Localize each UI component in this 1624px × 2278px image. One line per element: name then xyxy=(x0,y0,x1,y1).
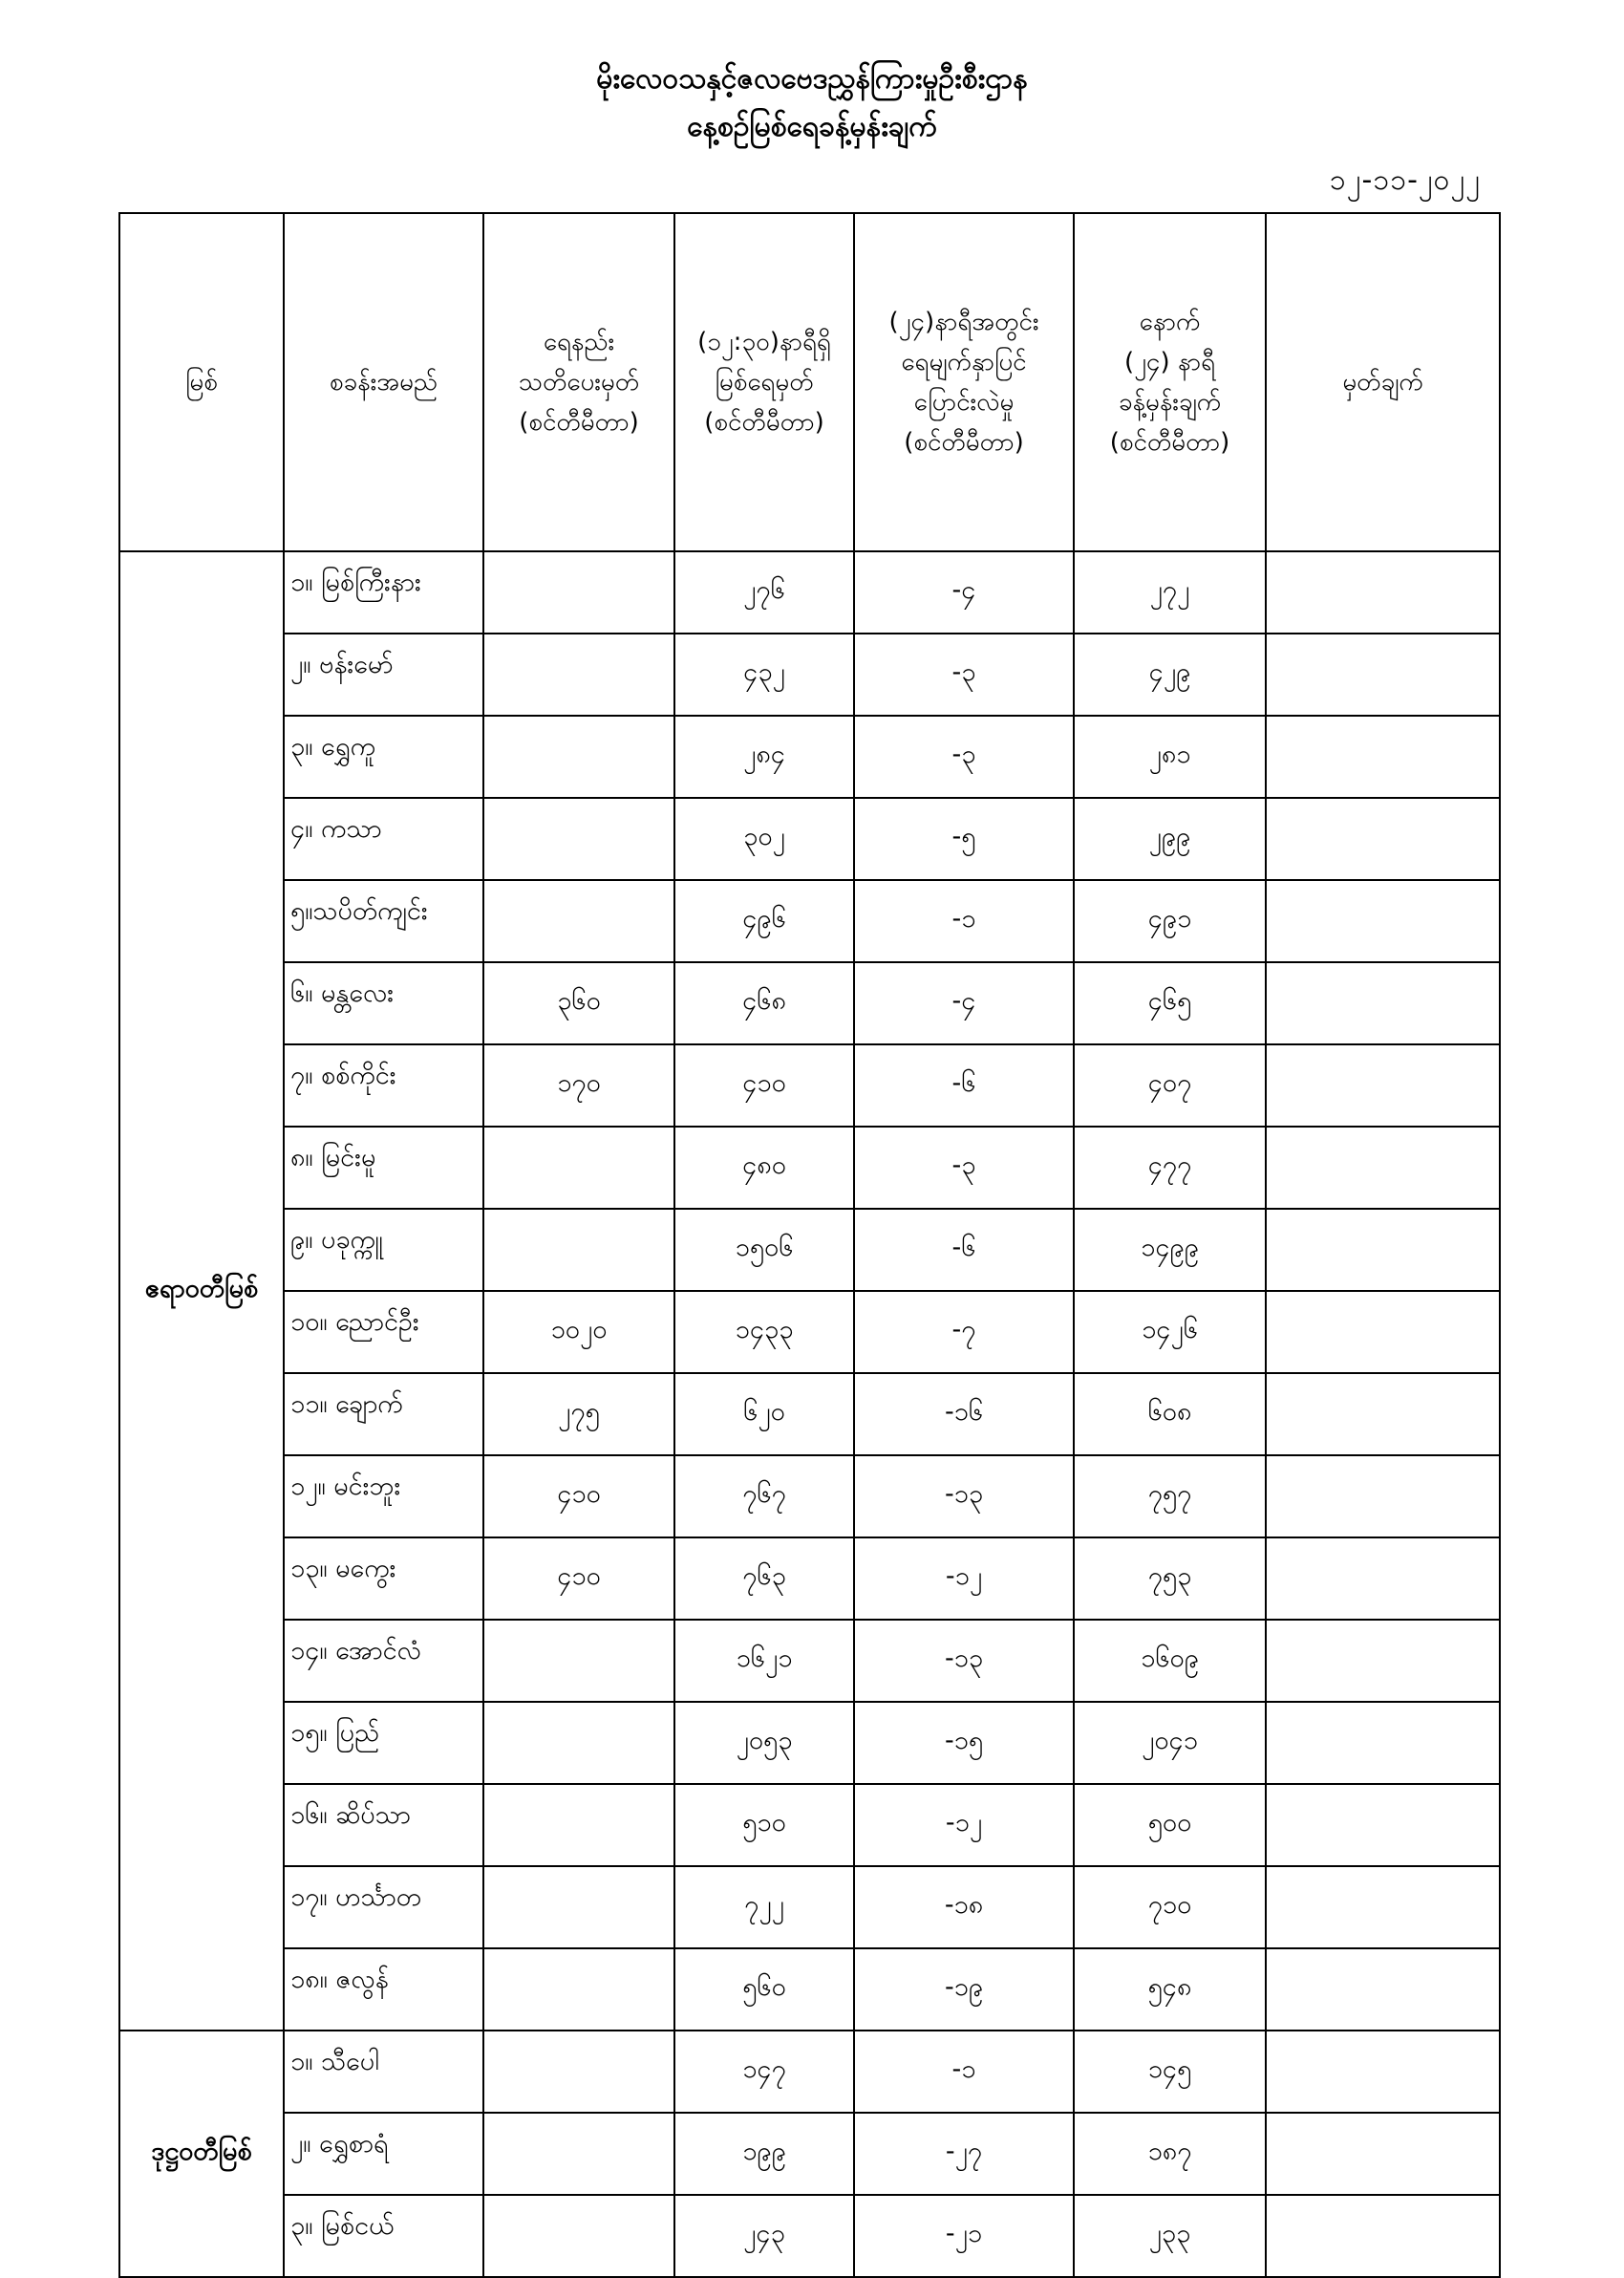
warning-level xyxy=(483,634,674,716)
remark xyxy=(1266,798,1500,880)
forecast-level: ၅၄၈ xyxy=(1074,1948,1266,2031)
warning-level xyxy=(483,1866,674,1948)
remark xyxy=(1266,1866,1500,1948)
header-text-line: နောက် xyxy=(1139,308,1201,336)
remark xyxy=(1266,880,1500,962)
station-name: ၁။ သီပေါ xyxy=(284,2031,483,2113)
water-level: ၃၀၂ xyxy=(674,798,854,880)
level-change: -၁၃ xyxy=(854,1455,1074,1537)
header-24h-change xyxy=(854,213,1074,551)
water-level: ၅၆၀ xyxy=(674,1948,854,2031)
water-level: ၄၆၈ xyxy=(674,962,854,1044)
table-row xyxy=(119,1784,1500,1866)
table-body xyxy=(119,551,1500,2277)
station-name: ၅။သပိတ်ကျင်း xyxy=(284,880,483,962)
forecast-level: ၇၅၃ xyxy=(1074,1537,1266,1620)
table-row xyxy=(119,716,1500,798)
station-name: ၃။ မြစ်ငယ် xyxy=(284,2195,483,2277)
warning-level xyxy=(483,1127,674,1209)
warning-level xyxy=(483,1620,674,1702)
remark xyxy=(1266,2195,1500,2277)
forecast-level: ၂၇၂ xyxy=(1074,551,1266,634)
water-level: ၇၂၂ xyxy=(674,1866,854,1948)
warning-level xyxy=(483,1209,674,1291)
header-text-line: ပြောင်းလဲမှု xyxy=(913,388,1015,417)
forecast-level: ၄၂၉ xyxy=(1074,634,1266,716)
water-level: ၁၅၀၆ xyxy=(674,1209,854,1291)
water-level: ၄၃၂ xyxy=(674,634,854,716)
river-name: ဒုဋ္ဌဝတီမြစ် xyxy=(119,2031,284,2277)
table-row xyxy=(119,1948,1500,2031)
header-text-line: မှတ်ချက် xyxy=(1342,368,1423,397)
remark xyxy=(1266,1620,1500,1702)
water-level: ၇၆၇ xyxy=(674,1455,854,1537)
remark xyxy=(1266,2113,1500,2195)
level-change: -၁ xyxy=(854,2031,1074,2113)
station-name: ၆။ မန္တလေး xyxy=(284,962,483,1044)
water-level: ၄၁၀ xyxy=(674,1044,854,1127)
remark xyxy=(1266,1209,1500,1291)
warning-level xyxy=(483,2031,674,2113)
river-forecast-table xyxy=(118,212,1501,2278)
header-text-line: မြစ် xyxy=(185,368,218,397)
header-warning-level xyxy=(483,213,674,551)
station-name: ၂။ ရွှေစာရံ xyxy=(284,2113,483,2195)
header-text-line: (၂၄) နာရီ xyxy=(1123,348,1216,376)
table-row xyxy=(119,880,1500,962)
remark xyxy=(1266,634,1500,716)
level-change: -၁၆ xyxy=(854,1373,1074,1455)
water-level: ၁၄၃၃ xyxy=(674,1291,854,1373)
header-text-line: (၁၂:၃၀)နာရီရှိ xyxy=(697,328,831,356)
station-name: ၁၁။ ချောက် xyxy=(284,1373,483,1455)
water-level: ၂၀၅၃ xyxy=(674,1702,854,1784)
department-title: မိုးလေဝသနှင့်ဇလဗေဒညွှန်ကြားမှုဦးစီးဌာန xyxy=(596,62,1028,96)
water-level: ၁၆၂၁ xyxy=(674,1620,854,1702)
header-text-line: (၂၄)နာရီအတွင်း xyxy=(888,308,1039,336)
header-text-line: (စင်တီမီတာ) xyxy=(704,408,824,437)
level-change: -၁၉ xyxy=(854,1948,1074,2031)
level-change: -၃ xyxy=(854,716,1074,798)
report-date: ၁၂-၁၁-၂၀၂၂ xyxy=(1329,163,1481,197)
water-level: ၂၄၃ xyxy=(674,2195,854,2277)
remark xyxy=(1266,1948,1500,2031)
table-row xyxy=(119,2031,1500,2113)
station-name: ၁၄။ အောင်လံ xyxy=(284,1620,483,1702)
document-header xyxy=(0,55,1624,151)
warning-level: ၄၁၀ xyxy=(483,1455,674,1537)
forecast-level: ၄၆၅ xyxy=(1074,962,1266,1044)
station-name: ၁၂။ မင်းဘူး xyxy=(284,1455,483,1537)
water-level: ၄၉၆ xyxy=(674,880,854,962)
level-change: -၁၂ xyxy=(854,1537,1074,1620)
header-text-line: မြစ်ရေမှတ် xyxy=(715,368,814,397)
remark xyxy=(1266,1455,1500,1537)
station-name: ၁၇။ ဟင်္သာတ xyxy=(284,1866,483,1948)
forecast-level: ၂၀၄၁ xyxy=(1074,1702,1266,1784)
station-name: ၃။ ရွှေကူ xyxy=(284,716,483,798)
warning-level: ၄၁၀ xyxy=(483,1537,674,1620)
warning-level: ၃၆၀ xyxy=(483,962,674,1044)
remark xyxy=(1266,551,1500,634)
water-level: ၁၉၉ xyxy=(674,2113,854,2195)
station-name: ၉။ ပခုက္ကူ xyxy=(284,1209,483,1291)
water-level: ၆၂၀ xyxy=(674,1373,854,1455)
header-forecast xyxy=(1074,213,1266,551)
forecast-level: ၁၄၉၉ xyxy=(1074,1209,1266,1291)
header-text-line: ရေနည်း xyxy=(543,328,615,356)
header-text-line: ရေမျက်နှာပြင် xyxy=(901,348,1027,376)
warning-level xyxy=(483,1702,674,1784)
warning-level xyxy=(483,2113,674,2195)
river-name: ဧရာဝတီမြစ် xyxy=(119,551,284,2031)
table-row xyxy=(119,1620,1500,1702)
level-change: -၃ xyxy=(854,634,1074,716)
water-level: ၇၆၃ xyxy=(674,1537,854,1620)
station-name: ၁၆။ ဆိပ်သာ xyxy=(284,1784,483,1866)
level-change: -၇ xyxy=(854,1291,1074,1373)
table-row xyxy=(119,634,1500,716)
header-text-line: (စင်တီမီတာ) xyxy=(519,408,639,437)
table-row xyxy=(119,962,1500,1044)
table-row xyxy=(119,2195,1500,2277)
header-text-line: (စင်တီမီတာ) xyxy=(1109,428,1230,457)
level-change: -၃ xyxy=(854,1127,1074,1209)
header-text-line: ခန့်မှန်းချက် xyxy=(1118,388,1222,417)
warning-level: ၂၇၅ xyxy=(483,1373,674,1455)
forecast-level: ၄၇၇ xyxy=(1074,1127,1266,1209)
level-change: -၄ xyxy=(854,551,1074,634)
level-change: -၂၁ xyxy=(854,2195,1074,2277)
table-row xyxy=(119,1702,1500,1784)
station-name: ၁၈။ ဇလွန် xyxy=(284,1948,483,2031)
level-change: -၂၇ xyxy=(854,2113,1074,2195)
level-change: -၆ xyxy=(854,1209,1074,1291)
station-name: ၇။ စစ်ကိုင်း xyxy=(284,1044,483,1127)
header-row xyxy=(119,213,1500,551)
level-change: -၁၈ xyxy=(854,1866,1074,1948)
station-name: ၄။ ကသာ xyxy=(284,798,483,880)
station-name: ၁၅။ ပြည် xyxy=(284,1702,483,1784)
warning-level xyxy=(483,1784,674,1866)
level-change: -၄ xyxy=(854,962,1074,1044)
forecast-level: ၄၀၇ xyxy=(1074,1044,1266,1127)
level-change: -၅ xyxy=(854,798,1074,880)
header-text-line: (စင်တီမီတာ) xyxy=(904,428,1024,457)
table-row xyxy=(119,1291,1500,1373)
station-name: ၈။ မြင်းမူ xyxy=(284,1127,483,1209)
table-row xyxy=(119,551,1500,634)
warning-level: ၁၇၀ xyxy=(483,1044,674,1127)
table-row xyxy=(119,1373,1500,1455)
water-level: ၄၈၀ xyxy=(674,1127,854,1209)
remark xyxy=(1266,962,1500,1044)
forecast-level: ၁၄၅ xyxy=(1074,2031,1266,2113)
table-row xyxy=(119,798,1500,880)
station-name: ၂။ ဗန်းမော် xyxy=(284,634,483,716)
remark xyxy=(1266,2031,1500,2113)
header-river xyxy=(119,213,284,551)
forecast-level: ၂၉၉ xyxy=(1074,798,1266,880)
header-current-level xyxy=(674,213,854,551)
header-text-line: စခန်းအမည် xyxy=(329,368,438,397)
warning-level xyxy=(483,551,674,634)
warning-level xyxy=(483,2195,674,2277)
warning-level xyxy=(483,798,674,880)
station-name: ၁၀။ ညောင်ဦး xyxy=(284,1291,483,1373)
report-title: နေ့စဉ်မြစ်ရေခန့်မှန်းချက် xyxy=(687,110,937,143)
remark xyxy=(1266,1784,1500,1866)
level-change: -၁၂ xyxy=(854,1784,1074,1866)
forecast-level: ၅၀၀ xyxy=(1074,1784,1266,1866)
table-row xyxy=(119,1866,1500,1948)
station-name: ၁။ မြစ်ကြီးနား xyxy=(284,551,483,634)
table-row xyxy=(119,1537,1500,1620)
forecast-level: ၁၈၇ xyxy=(1074,2113,1266,2195)
remark xyxy=(1266,1373,1500,1455)
forecast-level: ၂၃၃ xyxy=(1074,2195,1266,2277)
forecast-level: ၇၅၇ xyxy=(1074,1455,1266,1537)
station-name: ၁၃။ မကွေး xyxy=(284,1537,483,1620)
remark xyxy=(1266,1537,1500,1620)
warning-level xyxy=(483,1948,674,2031)
remark xyxy=(1266,1702,1500,1784)
remark xyxy=(1266,1044,1500,1127)
table-header xyxy=(119,213,1500,551)
forecast-level: ၁၄၂၆ xyxy=(1074,1291,1266,1373)
table-row xyxy=(119,1127,1500,1209)
forecast-level: ၁၆၀၉ xyxy=(1074,1620,1266,1702)
header-text-line: သတိပေးမှတ် xyxy=(518,368,640,397)
warning-level xyxy=(483,880,674,962)
remark xyxy=(1266,716,1500,798)
water-level: ၁၄၇ xyxy=(674,2031,854,2113)
water-level: ၅၁၀ xyxy=(674,1784,854,1866)
table-row xyxy=(119,1209,1500,1291)
level-change: -၁၅ xyxy=(854,1702,1074,1784)
level-change: -၁၃ xyxy=(854,1620,1074,1702)
warning-level xyxy=(483,716,674,798)
forecast-level: ၄၉၁ xyxy=(1074,880,1266,962)
water-level: ၂၈၄ xyxy=(674,716,854,798)
table-row xyxy=(119,1455,1500,1537)
forecast-level: ၂၈၁ xyxy=(1074,716,1266,798)
remark xyxy=(1266,1127,1500,1209)
table-row xyxy=(119,2113,1500,2195)
table-row xyxy=(119,1044,1500,1127)
remark xyxy=(1266,1291,1500,1373)
level-change: -၆ xyxy=(854,1044,1074,1127)
level-change: -၁ xyxy=(854,880,1074,962)
forecast-level: ၇၁၀ xyxy=(1074,1866,1266,1948)
water-level: ၂၇၆ xyxy=(674,551,854,634)
header-station xyxy=(284,213,483,551)
forecast-level: ၆၀၈ xyxy=(1074,1373,1266,1455)
header-remark xyxy=(1266,213,1500,551)
warning-level: ၁၀၂၀ xyxy=(483,1291,674,1373)
